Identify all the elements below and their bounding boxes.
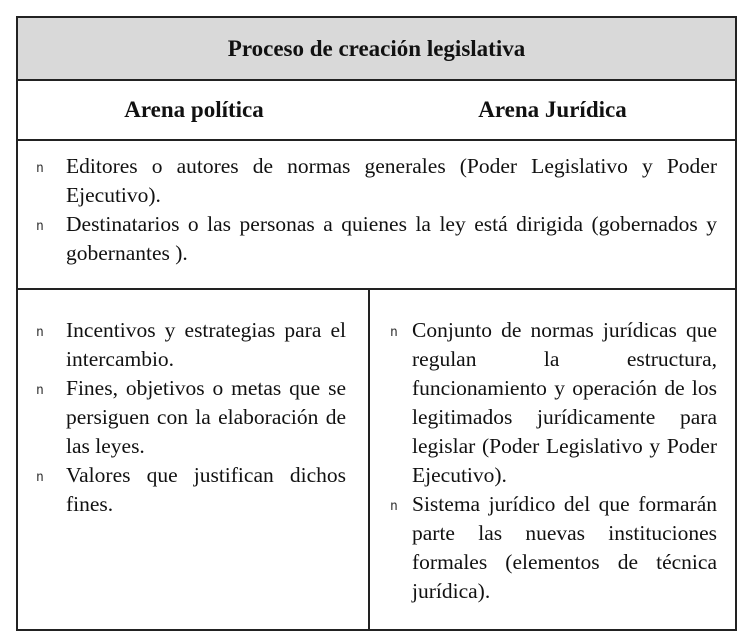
header-arena-juridica (370, 81, 735, 139)
column-headers (18, 81, 735, 141)
bullet-icon: n (390, 325, 398, 340)
list-item-text: Valores que justifican dichos fines. (66, 463, 346, 516)
arena-politica-cell (18, 290, 370, 629)
bullet-icon: n (36, 325, 44, 340)
list-item-text: Editores o autores de normas generales (Poder Legislativo y Poder Ejecutivo). (66, 154, 717, 207)
list-item (36, 374, 346, 461)
bullet-icon: n (36, 219, 44, 234)
bullet-icon: n (36, 383, 44, 398)
list-item (36, 210, 717, 268)
list-item-text: Destinatarios o las personas a quienes la ley está dirigida (gobernados y gobernantes ). (66, 212, 717, 265)
list-item (390, 490, 717, 606)
split-row (18, 290, 735, 629)
bullet-icon: n (390, 499, 398, 514)
bullet-icon: n (36, 470, 44, 485)
list-item (36, 152, 717, 210)
shared-row (18, 141, 735, 290)
list-item (36, 316, 346, 374)
legislative-process-table (16, 16, 737, 631)
list-item-text: Conjunto de normas jurídicas que regulan la estructura, funcionamiento y operación de los legitimados jurídicamente para legislar (Poder Legislativo y Poder Ejecutivo). (412, 318, 717, 487)
header-arena-politica (18, 81, 370, 139)
header-arena-juridica-text: Arena Jurídica (478, 97, 627, 122)
table-title-text: Proceso de creación legislativa (227, 35, 526, 61)
list-item-text: Fines, objetivos o metas que se persiguen con la elaboración de las leyes. (66, 376, 346, 458)
list-item-text: Sistema jurídico del que formarán parte las nuevas instituciones formales (elementos de técnica jurídica). (412, 492, 717, 603)
arena-juridica-cell (370, 290, 735, 629)
list-item-text: Incentivos y estrategias para el intercambio. (66, 318, 346, 371)
header-arena-politica-text: Arena política (124, 97, 264, 122)
list-item (36, 461, 346, 519)
bullet-icon: n (36, 161, 44, 176)
table-title (18, 18, 735, 81)
list-item (390, 316, 717, 490)
